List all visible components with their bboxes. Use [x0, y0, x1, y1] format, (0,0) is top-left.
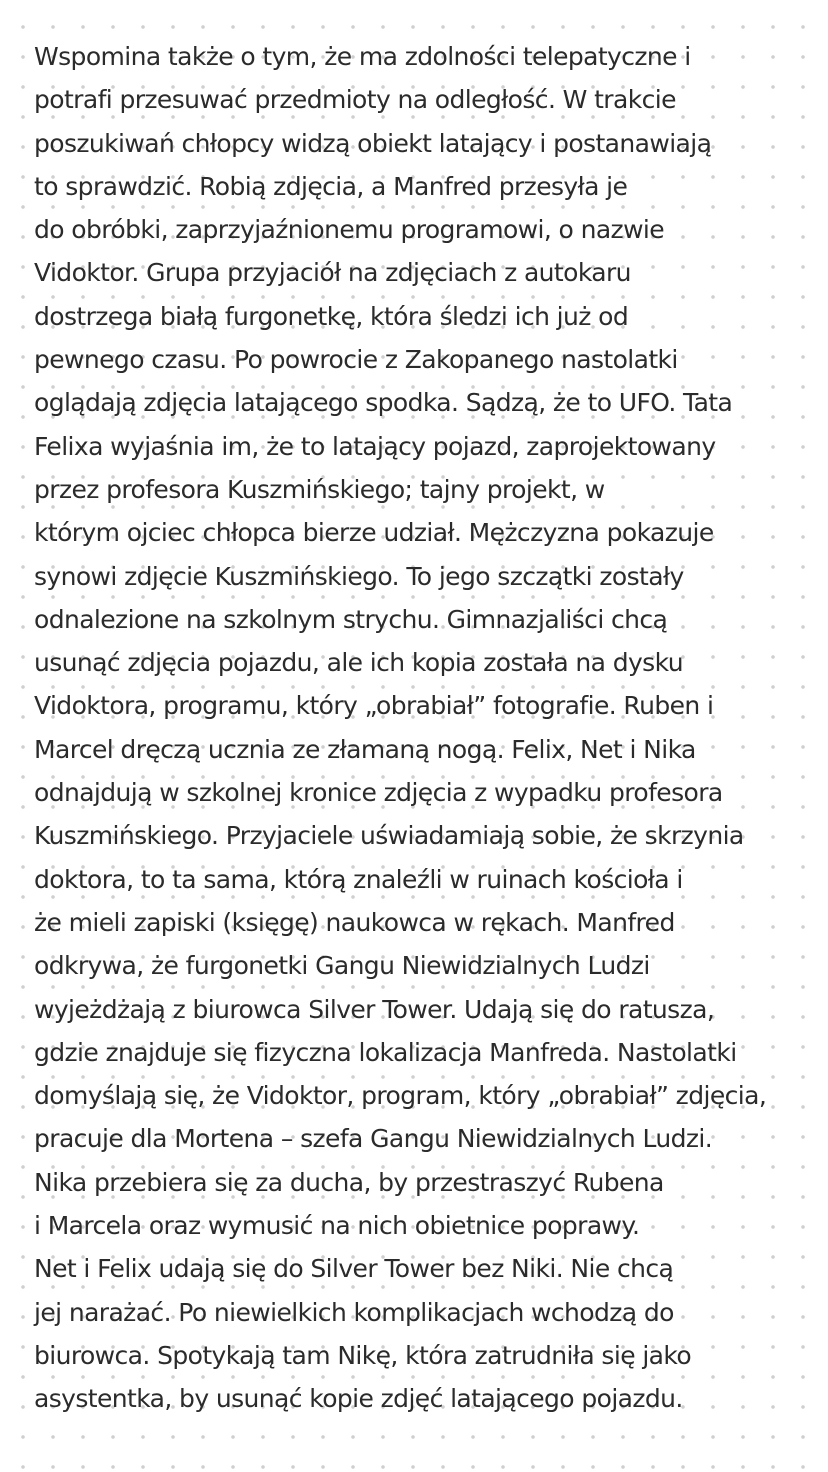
text-line: odnalezione na szkolnym strychu. Gimnazjaliści chcą	[34, 604, 668, 634]
text-line: i Marcela oraz wymusić na nich obietnice poprawy.	[34, 1211, 640, 1241]
text-line: Net i Felix udają się do Silver Tower bez Niki. Nie chcą	[34, 1254, 674, 1284]
text-line: odkrywa, że furgonetki Gangu Niewidzialnych Ludzi	[34, 951, 650, 981]
text-line: Wspomina także o tym, że ma zdolności telepatyczne i	[34, 42, 691, 71]
text-line: wyjeżdżają z biurowca Silver Tower. Udają się do ratusza,	[34, 994, 715, 1024]
text-line: to sprawdzić. Robią zdjęcia, a Manfred przesyła je	[34, 171, 628, 201]
text-line: dostrzega białą furgonetkę, która śledzi ich już od	[34, 301, 629, 331]
text-line: Kuszmińskiego. Przyjaciele uświadamiają sobie, że skrzynia	[34, 821, 744, 851]
text-line: Felixa wyjaśnia im, że to latający pojazd, zaprojektowany	[34, 431, 716, 461]
text-line: przez profesora Kuszmińskiego; tajny projekt, w	[34, 474, 605, 504]
text-line: że mieli zapiski (księgę) naukowca w rękach. Manfred	[34, 907, 675, 937]
text-line: usunąć zdjęcia pojazdu, ale ich kopia została na dysku	[34, 648, 683, 678]
text-line: Vidoktor. Grupa przyjaciół na zdjęciach z autokaru	[34, 258, 631, 288]
text-line: synowi zdjęcie Kuszmińskiego. To jego szczątki zostały	[34, 561, 684, 591]
text-line: pracuje dla Mortena – szefa Gangu Niewidzialnych Ludzi.	[34, 1124, 713, 1154]
text-line: biurowca. Spotykają tam Nikę, która zatrudniła się jako	[34, 1340, 692, 1370]
text-line: oglądają zdjęcia latającego spodka. Sądzą, że to UFO. Tata	[34, 388, 733, 418]
text-line: jej narażać. Po niewielkich komplikacjach wchodzą do	[34, 1297, 674, 1327]
handwritten-note-text	[34, 35, 814, 1421]
text-line: Vidoktora, programu, który „obrabiał” fotografie. Ruben i	[34, 691, 714, 721]
text-line: potrafi przesuwać przedmioty na odległość. W trakcie	[34, 85, 676, 115]
text-line: asystentka, by usunąć kopie zdjęć latającego pojazdu.	[34, 1384, 683, 1414]
text-line: domyślają się, że Vidoktor, program, który „obrabiał” zdjęcia,	[34, 1081, 767, 1111]
text-line: do obróbki, zaprzyjaźnionemu programowi, o nazwie	[34, 215, 665, 245]
text-line: odnajdują w szkolnej kronice zdjęcia z wypadku profesora	[34, 778, 723, 808]
text-line: Marcel dręczą ucznia ze złamaną nogą. Felix, Net i Nika	[34, 734, 696, 764]
text-line: pewnego czasu. Po powrocie z Zakopanego nastolatki	[34, 345, 678, 375]
text-line: Nika przebiera się za ducha, by przestraszyć Rubena	[34, 1167, 664, 1197]
text-line: gdzie znajduje się fizyczna lokalizacja Manfreda. Nastolatki	[34, 1037, 737, 1067]
text-line: doktora, to ta sama, którą znaleźli w ruinach kościoła i	[34, 864, 683, 894]
text-line: poszukiwań chłopcy widzą obiekt latający i postanawiają	[34, 128, 712, 158]
text-line: którym ojciec chłopca bierze udział. Mężczyzna pokazuje	[34, 518, 714, 548]
